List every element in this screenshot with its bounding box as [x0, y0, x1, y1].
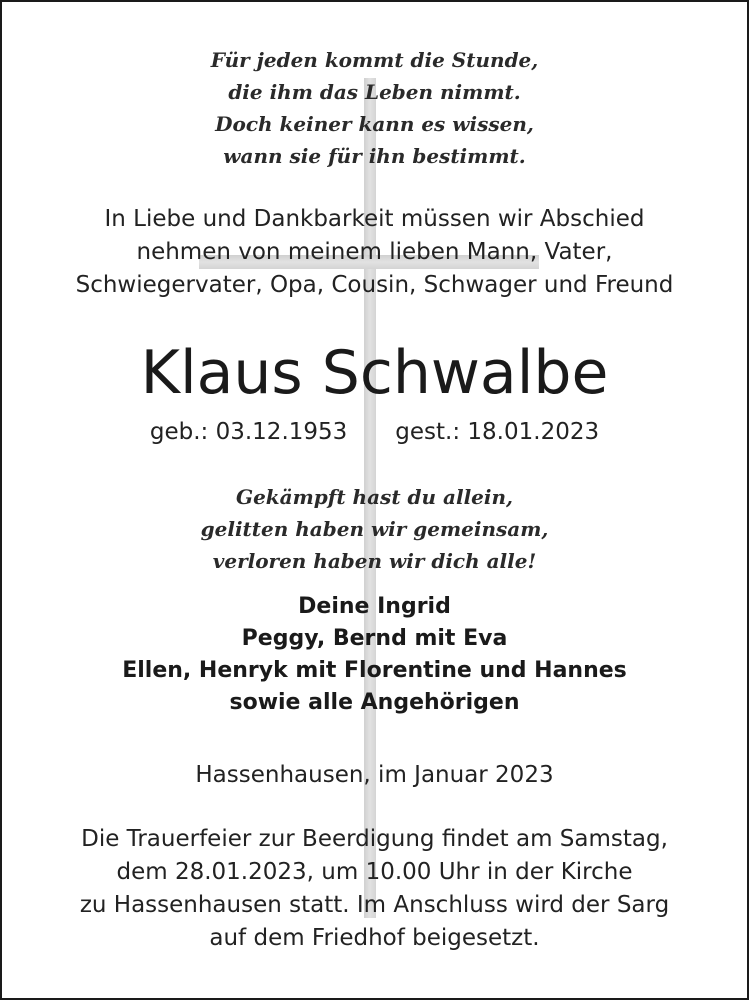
- mourner-line: Peggy, Bernd mit Eva: [241, 626, 508, 651]
- death-date: gest.: 18.01.2023: [395, 419, 600, 445]
- deceased-name: Klaus Schwalbe: [140, 338, 609, 408]
- verse-line: gelitten haben wir gemeinsam,: [200, 517, 549, 541]
- place-date: Hassenhausen, im Januar 2023: [195, 762, 554, 788]
- funeral-line: dem 28.01.2023, um 10.00 Uhr in der Kirche: [116, 859, 633, 885]
- verse-line: Gekämpft hast du allein,: [235, 485, 513, 509]
- mourners-list: [2, 591, 747, 719]
- verse-line: Für jeden kommt die Stunde,: [210, 48, 539, 72]
- verse-line: wann sie für ihn bestimmt.: [223, 144, 526, 168]
- intro-line: nehmen von meinem lieben Mann, Vater,: [136, 239, 613, 265]
- funeral-info: [2, 823, 747, 955]
- intro-line: Schwiegervater, Opa, Cousin, Schwager und Freund: [75, 272, 674, 298]
- verse-line: Doch keiner kann es wissen,: [215, 112, 534, 136]
- funeral-line: auf dem Friedhof beigesetzt.: [209, 925, 540, 951]
- middle-verse: [2, 481, 747, 577]
- verse-line: die ihm das Leben nimmt.: [228, 80, 521, 104]
- birth-date: geb.: 03.12.1953: [149, 419, 348, 445]
- life-dates: [2, 417, 747, 447]
- funeral-line: Die Trauerfeier zur Beerdigung findet am Samstag,: [81, 826, 668, 852]
- top-verse: [2, 44, 747, 172]
- mourner-line: Deine Ingrid: [298, 594, 451, 619]
- intro-text: [2, 203, 747, 302]
- funeral-line: zu Hassenhausen statt. Im Anschluss wird der Sarg: [79, 892, 670, 918]
- mourner-line: Ellen, Henryk mit Florentine und Hannes: [122, 658, 627, 683]
- verse-line: verloren haben wir dich alle!: [212, 549, 537, 573]
- mourner-line: sowie alle Angehörigen: [229, 690, 520, 715]
- intro-line: In Liebe und Dankbarkeit müssen wir Abschied: [104, 206, 645, 232]
